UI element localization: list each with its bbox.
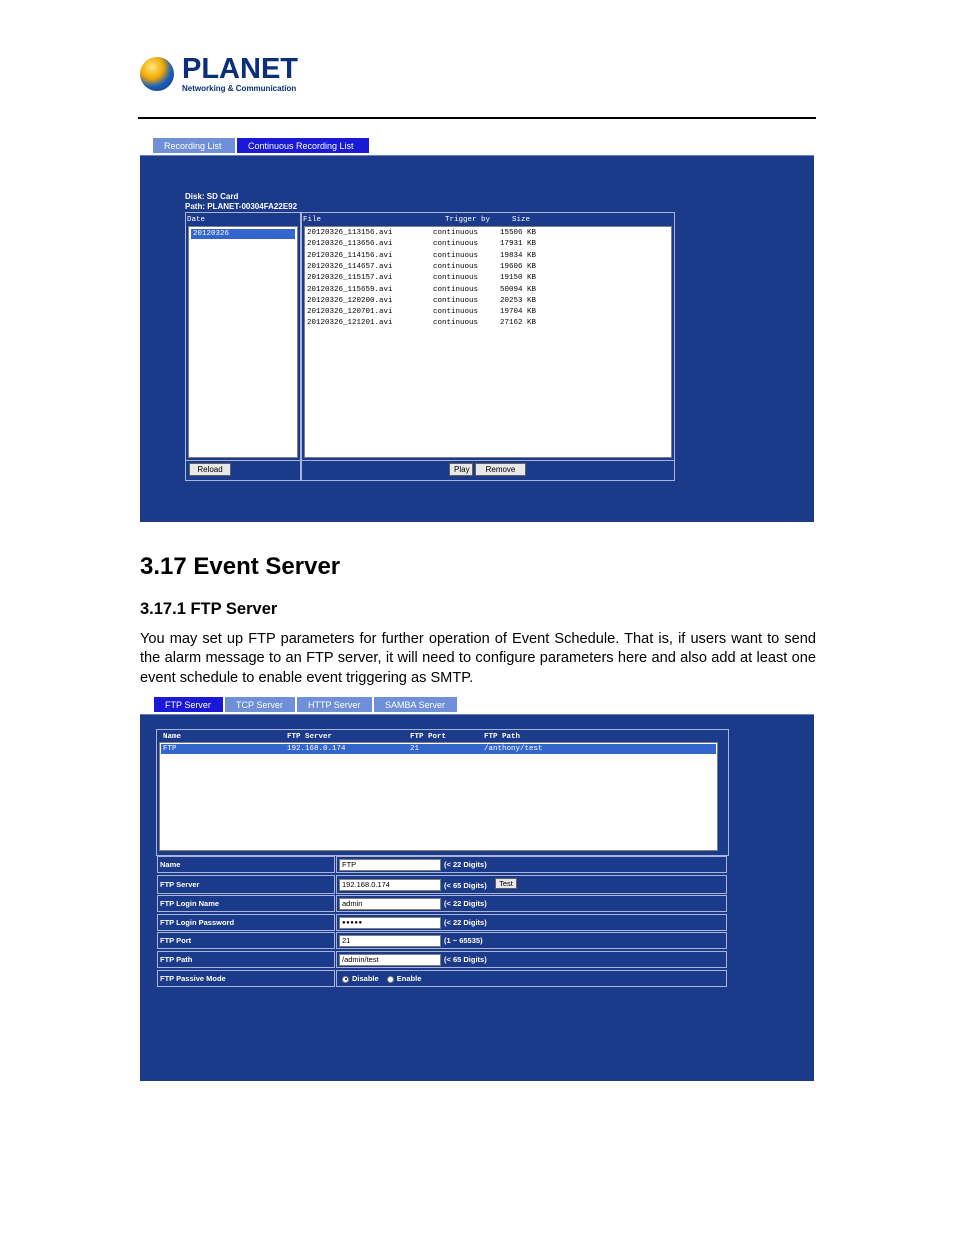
tab-ftp-server[interactable]: FTP Server — [153, 696, 224, 713]
file-trigger: continuous — [433, 308, 479, 317]
file-size: 19834 KB — [500, 251, 537, 260]
file-size: 27162 KB — [500, 319, 537, 328]
passive-mode-label: FTP Passive Mode — [157, 970, 335, 987]
ftp-list[interactable] — [159, 732, 719, 852]
date-list[interactable] — [188, 226, 298, 458]
server-tab-bar — [153, 696, 458, 713]
file-name: 20120326_120200.avi — [307, 296, 393, 305]
file-size: 19606 KB — [500, 262, 537, 271]
file-trigger: continuous — [433, 240, 479, 249]
recording-panel — [140, 155, 814, 522]
planet-logo — [140, 55, 300, 97]
file-size: 15506 KB — [500, 229, 537, 237]
path-label: Path: PLANET-00304FA22E92 — [185, 202, 298, 211]
section-heading: 3.17 Event Server — [140, 553, 341, 580]
remove-button[interactable]: Remove — [475, 463, 526, 476]
file-name: 20120326_120701.avi — [307, 308, 393, 317]
file-name: 20120326_113656.avi — [307, 240, 393, 249]
ftp-row-server: 192.168.0.174 — [287, 745, 346, 753]
file-trigger: continuous — [433, 285, 479, 294]
file-size: 19704 KB — [500, 308, 537, 317]
ftp-path-input[interactable]: /admin/test — [339, 954, 441, 966]
login-password-input[interactable]: ●●●●● — [339, 917, 441, 929]
ftp-server-hint: (< 65 Digits) — [444, 881, 487, 890]
login-password-label: FTP Login Password — [157, 914, 335, 931]
date-list-item[interactable]: 20120326 — [191, 229, 295, 239]
ftp-row-port: 21 — [410, 745, 420, 753]
ftp-row-name: FTP — [163, 745, 177, 753]
login-name-label: FTP Login Name — [157, 895, 335, 912]
ftp-path-hint: (< 65 Digits) — [444, 955, 487, 964]
file-name: 20120326_115157.avi — [307, 274, 393, 283]
file-size: 50094 KB — [500, 285, 537, 294]
passive-enable-label: Enable — [396, 974, 422, 983]
name-label: Name — [157, 856, 335, 873]
ftp-path-label: FTP Path — [157, 951, 335, 968]
passive-disable-label: Disable — [352, 974, 379, 983]
ftp-list-header-server: FTP Server — [287, 733, 333, 741]
tab-http-server[interactable]: HTTP Server — [296, 696, 373, 713]
test-button[interactable]: Test — [495, 878, 517, 889]
file-list[interactable] — [304, 226, 672, 458]
file-trigger: continuous — [433, 251, 479, 260]
ftp-server-label: FTP Server — [157, 875, 335, 894]
subsection-heading: 3.17.1 FTP Server — [140, 600, 278, 618]
name-hint: (< 22 Digits) — [444, 860, 487, 869]
file-trigger: continuous — [433, 319, 479, 328]
logo-wordmark: PLANET — [182, 53, 298, 85]
trigger-header: Trigger by — [445, 216, 491, 224]
row-login-name — [157, 895, 727, 912]
login-password-hint: (< 22 Digits) — [444, 918, 487, 927]
body-paragraph: You may set up FTP parameters for further operation of Event Schedule. That is, if users want to send the alarm message to an FTP server, it will need to configure parameters here and also add at least one event schedule to enable event triggering as SMTP. — [140, 631, 816, 686]
row-name — [157, 856, 727, 873]
reload-button[interactable]: Reload — [189, 463, 231, 476]
login-name-input[interactable]: admin — [339, 898, 441, 910]
file-trigger: continuous — [433, 274, 479, 283]
tab-recording-list[interactable]: Recording List — [152, 137, 236, 154]
file-trigger: continuous — [433, 296, 479, 305]
logo-tagline: Networking & Communication — [182, 84, 297, 93]
file-name: 20120326_114657.avi — [307, 262, 393, 271]
ftp-port-label: FTP Port — [157, 932, 335, 949]
size-header: Size — [512, 216, 531, 224]
tab-tcp-server[interactable]: TCP Server — [224, 696, 296, 713]
file-name: 20120326_121201.avi — [307, 319, 393, 328]
date-header: Date — [187, 216, 206, 224]
file-trigger: continuous — [433, 229, 479, 237]
row-ftp-server — [157, 875, 727, 894]
ftp-server-input[interactable]: 192.168.0.174 — [339, 879, 441, 891]
file-header: File — [303, 216, 322, 224]
ftp-list-row[interactable] — [161, 744, 716, 754]
file-name: 20120326_115659.avi — [307, 285, 393, 294]
ftp-list-header-path: FTP Path — [484, 733, 521, 741]
name-input[interactable]: FTP — [339, 859, 441, 871]
ftp-row-path: /anthony/test — [484, 745, 543, 753]
globe-icon — [140, 57, 174, 91]
play-button[interactable]: Play — [449, 463, 473, 476]
disk-label: Disk: SD Card — [185, 192, 239, 201]
login-name-hint: (< 22 Digits) — [444, 899, 487, 908]
header-divider — [138, 117, 816, 119]
ftp-list-header-port: FTP Port — [410, 733, 447, 741]
tab-samba-server[interactable]: SAMBA Server — [373, 696, 458, 713]
file-name: 20120326_113156.avi — [307, 229, 393, 237]
file-trigger: continuous — [433, 262, 479, 271]
row-ftp-port — [157, 932, 727, 949]
file-size: 20253 KB — [500, 296, 537, 305]
tab-continuous-recording-list[interactable]: Continuous Recording List — [236, 137, 370, 154]
passive-enable-radio[interactable] — [387, 976, 394, 983]
file-name: 20120326_114156.avi — [307, 251, 393, 260]
row-ftp-path — [157, 951, 727, 968]
recording-tab-bar — [152, 137, 370, 154]
row-login-password — [157, 914, 727, 931]
ftp-port-input[interactable]: 21 — [339, 935, 441, 947]
ftp-list-header-name: Name — [163, 733, 182, 741]
file-size: 17931 KB — [500, 240, 537, 249]
file-size: 19150 KB — [500, 274, 537, 283]
row-passive-mode — [157, 970, 727, 987]
ftp-port-hint: (1 ~ 65535) — [444, 936, 483, 945]
passive-disable-radio[interactable] — [342, 976, 349, 983]
